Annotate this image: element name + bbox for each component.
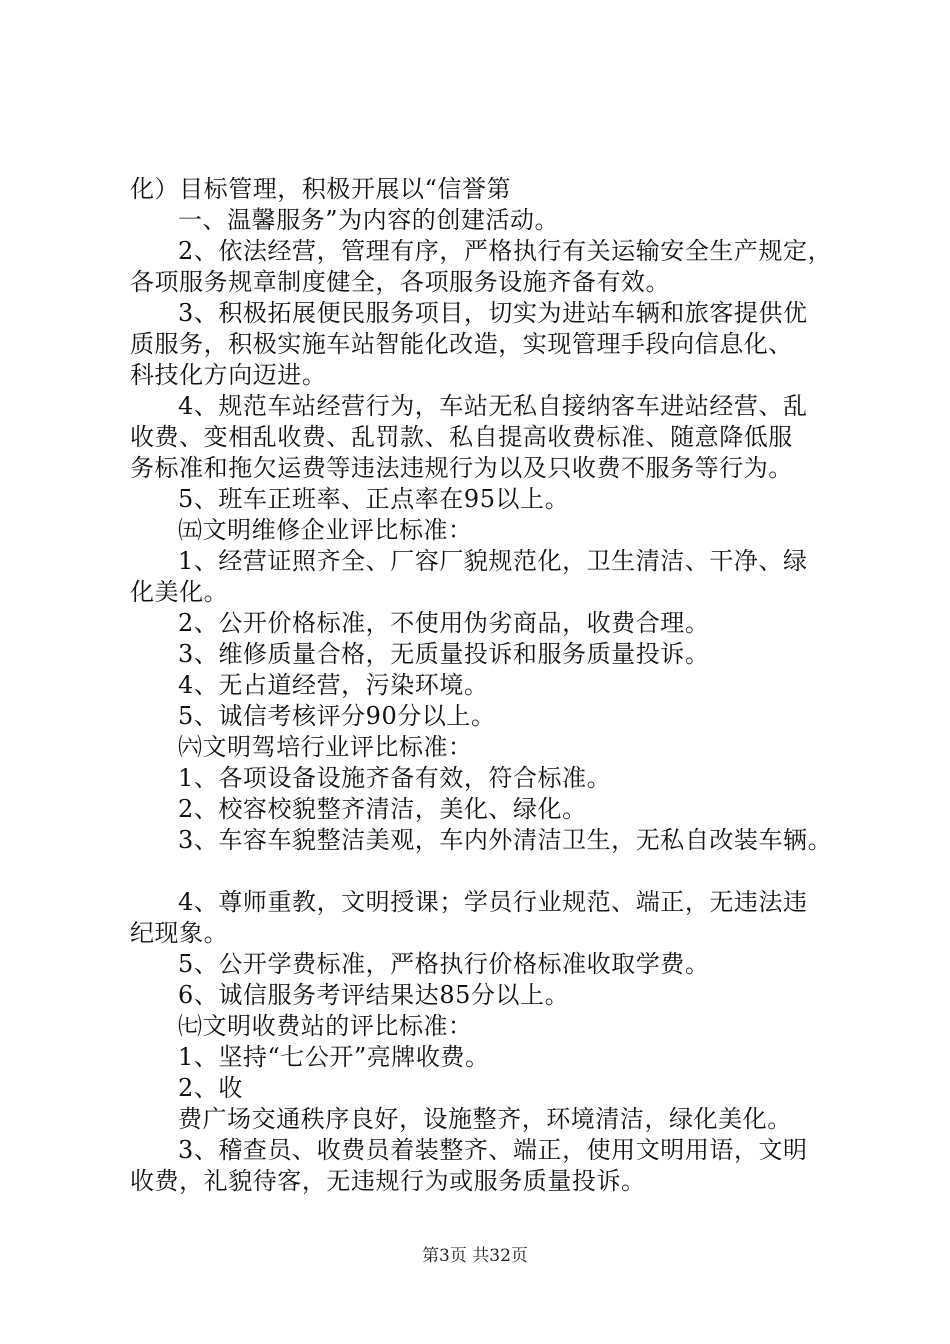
- text-line: 各项服务规章制度健全，各项服务设施齐备有效。: [130, 268, 671, 296]
- text-line: 2、收: [178, 1074, 243, 1102]
- text-line: 一、温馨服务”为内容的创建活动。: [178, 206, 560, 234]
- text-line: 5、诚信考核评分90分以上。: [178, 702, 496, 730]
- page-number-footer: 第3页 共32页: [422, 1246, 528, 1266]
- text-line: 3、稽查员、收费员着装整齐、端正，使用文明用语，文明: [178, 1136, 808, 1164]
- text-line: 5、公开学费标准，严格执行价格标准收取学费。: [178, 950, 710, 978]
- blank-line: [130, 856, 840, 887]
- text-line: 4、规范车站经营行为，车站无私自接纳客车进站经营、乱: [178, 392, 808, 420]
- text-line: 1、各项设备设施齐备有效，符合标准。: [178, 764, 612, 792]
- text-line: 6、诚信服务考评结果达85分以上。: [178, 981, 570, 1009]
- text-line: 5、班车正班率、正点率在95以上。: [178, 485, 570, 513]
- text-line: 3、积极拓展便民服务项目，切实为进站车辆和旅客提供优: [178, 299, 808, 327]
- text-line: 3、车容车貌整洁美观，车内外清洁卫生，无私自改装车辆。: [178, 826, 833, 854]
- text-line: 2、公开价格标准，不使用伪劣商品，收费合理。: [178, 609, 710, 637]
- text-line: 收费，礼貌待客，无违规行为或服务质量投诉。: [130, 1167, 646, 1195]
- text-line: 化美化。: [130, 578, 229, 606]
- text-line: 2、校容校貌整齐清洁，美化、绿化。: [178, 795, 587, 823]
- text-line: 1、经营证照齐全、厂容厂貌规范化，卫生清洁、干净、绿: [178, 547, 808, 575]
- text-line: 收费、变相乱收费、乱罚款、私自提高收费标准、随意降低服: [130, 423, 793, 451]
- section-heading: ㈥文明驾培行业评比标准：: [178, 733, 473, 761]
- text-line: 科技化方向迈进。: [130, 361, 327, 389]
- text-line: 4、尊师重教，文明授课；学员行业规范、端正，无违法违: [178, 888, 808, 916]
- text-line: 3、维修质量合格，无质量投诉和服务质量投诉。: [178, 640, 710, 668]
- text-line: 2、依法经营，管理有序，严格执行有关运输安全生产规定，: [178, 237, 833, 265]
- document-body: [130, 174, 840, 1197]
- text-line: 4、无占道经营，污染环境。: [178, 671, 489, 699]
- text-line: 费广场交通秩序良好，设施整齐，环境清洁，绿化美化。: [178, 1105, 792, 1133]
- text-line: 务标准和拖欠运费等违法违规行为以及只收费不服务等行为。: [130, 454, 793, 482]
- section-heading: ㈦文明收费站的评比标准：: [178, 1012, 473, 1040]
- text-line: 化）目标管理，积极开展以“信誉第: [130, 175, 512, 203]
- text-line: 1、坚持“七公开”亮牌收费。: [178, 1043, 490, 1071]
- text-line: 质服务，积极实施车站智能化改造，实现管理手段向信息化、: [130, 330, 793, 358]
- text-line: 纪现象。: [130, 919, 229, 947]
- section-heading: ㈤文明维修企业评比标准：: [178, 516, 473, 544]
